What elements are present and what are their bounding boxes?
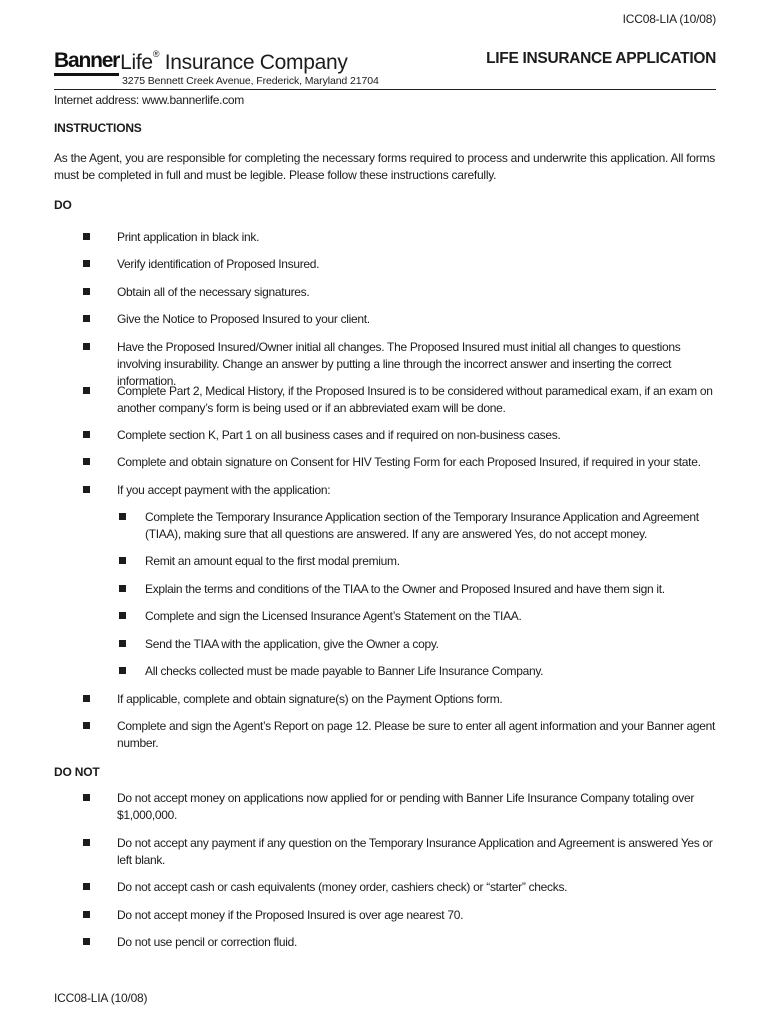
do-item-text: Complete section K, Part 1 on all business cases and if required on non-business cases.: [117, 428, 561, 442]
bullet-square-icon: [83, 695, 90, 702]
do-heading: DO: [54, 198, 72, 212]
logo-life-word: Life: [120, 51, 153, 74]
bullet-square-icon: [83, 315, 90, 322]
do-item-text: Complete and obtain signature on Consent for HIV Testing Form for each Proposed Insured, if required in your state.: [117, 455, 701, 469]
bullet-square-icon: [119, 640, 126, 647]
payment-subitem-1: [145, 509, 717, 543]
do-not-item-4: [117, 907, 717, 924]
do-item-text: Give the Notice to Proposed Insured to your client.: [117, 312, 370, 326]
logo-suffix: Insurance Company: [159, 51, 348, 74]
payment-subitem-text: Complete and sign the Licensed Insurance Agent’s Statement on the TIAA.: [145, 609, 522, 623]
do-item-7: [117, 427, 717, 444]
bullet-square-icon: [83, 260, 90, 267]
do-not-item-2: [117, 835, 717, 869]
do-item-text: Verify identification of Proposed Insured.: [117, 257, 320, 271]
bullet-square-icon: [83, 794, 90, 801]
payment-subitem-text: Complete the Temporary Insurance Application section of the Temporary Insurance Application and Agreement (TIAA), making sure that all questions are answered. If any are answered Yes, do not accept money.: [145, 510, 699, 541]
form-code-bottom: ICC08-LIA (10/08): [54, 991, 148, 1005]
form-code-top: ICC08-LIA (10/08): [622, 12, 716, 26]
do-item-text: Complete Part 2, Medical History, if the Proposed Insured is to be considered without paramedical exam, if an exam on another company’s form is being used or if an abbreviated exam will be done.: [117, 384, 713, 415]
bullet-square-icon: [83, 911, 90, 918]
bullet-square-icon: [119, 585, 126, 592]
instructions-heading: INSTRUCTIONS: [54, 121, 142, 135]
do-item-6: [117, 383, 717, 417]
bullet-square-icon: [83, 233, 90, 240]
payment-subitem-2: [145, 553, 717, 570]
bullet-square-icon: [83, 458, 90, 465]
payment-subitem-6: [145, 663, 717, 680]
bullet-square-icon: [119, 667, 126, 674]
do-not-item-5: [117, 934, 717, 951]
payment-subitem-text: Explain the terms and conditions of the TIAA to the Owner and Proposed Insured and have them sign it.: [145, 582, 665, 596]
bullet-square-icon: [119, 513, 126, 520]
logo-banner-word: Banner: [54, 50, 119, 76]
page-title: LIFE INSURANCE APPLICATION: [486, 50, 716, 67]
do-item-9: [117, 482, 717, 499]
bullet-square-icon: [83, 883, 90, 890]
do-not-item-text: Do not accept money on applications now applied for or pending with Banner Life Insurance Company totaling over $1,000,000.: [117, 791, 695, 822]
bullet-square-icon: [83, 722, 90, 729]
bullet-square-icon: [119, 612, 126, 619]
do-item-text: If applicable, complete and obtain signature(s) on the Payment Options form.: [117, 692, 503, 706]
company-logo: [54, 44, 348, 76]
bullet-square-icon: [83, 288, 90, 295]
header-divider: [54, 89, 716, 90]
logo-company-name: [120, 49, 348, 76]
bullet-square-icon: [119, 557, 126, 564]
internet-address: Internet address: www.bannerlife.com: [54, 93, 244, 107]
payment-subitem-text: Remit an amount equal to the first modal premium.: [145, 554, 400, 568]
do-not-item-text: Do not accept money if the Proposed Insured is over age nearest 70.: [117, 908, 464, 922]
do-not-item-text: Do not accept cash or cash equivalents (money order, cashiers check) or “starter” checks.: [117, 880, 568, 894]
bullet-square-icon: [83, 431, 90, 438]
do-item-text: Print application in black ink.: [117, 230, 260, 244]
payment-subitem-5: [145, 636, 717, 653]
payment-subitem-4: [145, 608, 717, 625]
bullet-square-icon: [83, 343, 90, 350]
do-item-3: [117, 284, 717, 301]
registered-mark: ®: [152, 49, 160, 59]
do-not-item-1: [117, 790, 717, 824]
do-not-heading: DO NOT: [54, 765, 100, 779]
do-item-8: [117, 454, 717, 471]
do-item-text: If you accept payment with the application:: [117, 483, 331, 497]
company-address: 3275 Bennett Creek Avenue, Frederick, Maryland 21704: [122, 75, 379, 87]
do-not-item-3: [117, 879, 717, 896]
do-item-2: [117, 256, 717, 273]
do-item-text: Have the Proposed Insured/Owner initial all changes. The Proposed Insured must initial all changes to questions involving insurability. Change an answer by putting a line through the incorrect answer and inserting the correct information.: [117, 340, 681, 388]
bullet-square-icon: [83, 839, 90, 846]
do-item-11: [117, 718, 717, 752]
payment-subitem-text: All checks collected must be made payable to Banner Life Insurance Company.: [145, 664, 544, 678]
do-not-item-text: Do not use pencil or correction fluid.: [117, 935, 298, 949]
payment-subitem-3: [145, 581, 717, 598]
bullet-square-icon: [83, 486, 90, 493]
do-item-4: [117, 311, 717, 328]
do-item-text: Complete and sign the Agent’s Report on page 12. Please be sure to enter all agent information and your Banner agent number.: [117, 719, 716, 750]
do-item-10: [117, 691, 717, 708]
instructions-intro: As the Agent, you are responsible for completing the necessary forms required to process and underwrite this application. All forms must be completed in full and must be legible. Please follow these instructions carefully.: [54, 151, 715, 182]
bullet-square-icon: [83, 938, 90, 945]
bullet-square-icon: [83, 387, 90, 394]
payment-subitem-text: Send the TIAA with the application, give the Owner a copy.: [145, 637, 439, 651]
do-not-item-text: Do not accept any payment if any question on the Temporary Insurance Application and Agreement is answered Yes or left blank.: [117, 836, 713, 867]
do-item-text: Obtain all of the necessary signatures.: [117, 285, 310, 299]
do-item-1: [117, 229, 717, 246]
